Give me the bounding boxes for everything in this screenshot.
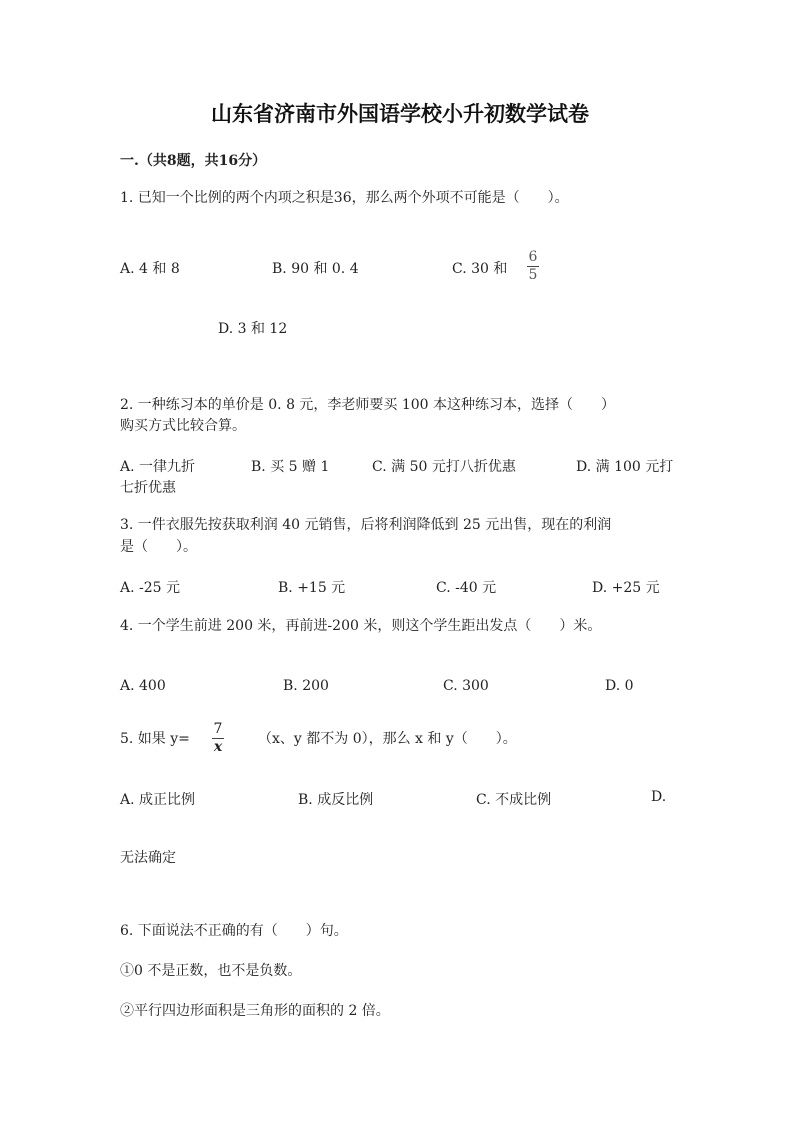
question-2-option-b: B. 买 5 赠 1	[251, 459, 330, 475]
question-6-item-2: ②平行四边形面积是三角形的面积的 2 倍。	[120, 1003, 390, 1019]
section-heading: 一.（共8题，共16分）	[120, 153, 267, 169]
fraction-numerator: 6	[528, 249, 538, 265]
question-3-stem-line2: 是（ ）。	[120, 539, 197, 555]
question-3-option-a: A. -25 元	[120, 580, 181, 596]
question-2-option-d-line1: D. 满 100 元打	[576, 459, 674, 475]
question-3-option-b: B. +15 元	[278, 580, 346, 596]
question-4-option-d: D. 0	[605, 678, 634, 694]
question-1-option-b: B. 90 和 0. 4	[272, 261, 359, 277]
question-6-stem: 6. 下面说法不正确的有（ ）句。	[120, 923, 348, 939]
question-5-fraction	[212, 722, 224, 755]
question-1-option-c: C. 30 和	[452, 261, 508, 277]
question-5-option-b: B. 成反比例	[298, 792, 374, 808]
question-3-option-c: C. -40 元	[436, 580, 497, 596]
question-1-option-d: D. 3 和 12	[218, 321, 288, 337]
question-4-option-b: B. 200	[283, 678, 329, 694]
question-4-option-a: A. 400	[120, 678, 166, 694]
question-2-option-a: A. 一律九折	[120, 459, 196, 475]
question-2-stem-line1: 2. 一种练习本的单价是 0. 8 元，李老师要买 100 本这种练习本，选择（ ）	[120, 397, 616, 413]
question-1-stem: 1. 已知一个比例的两个内项之积是36，那么两个外项不可能是（ ）。	[120, 190, 569, 206]
question-5-stem-post: （x、y 都不为 0），那么 x 和 y（ ）。	[258, 731, 517, 747]
question-4-option-c: C. 300	[443, 678, 489, 694]
question-5-stem-pre: 5. 如果 y=	[120, 731, 190, 747]
fraction-denominator: 5	[528, 267, 538, 283]
question-4-stem: 4. 一个学生前进 200 米，再前进-200 米，则这个学生距出发点（ ）米。	[120, 618, 602, 634]
question-2-option-c: C. 满 50 元打八折优惠	[372, 459, 516, 475]
question-5-option-d: D.	[651, 789, 667, 805]
question-5-option-d-line2: 无法确定	[120, 850, 176, 866]
question-1-option-c-fraction	[527, 250, 539, 283]
fraction-numerator: 7	[213, 721, 223, 737]
question-3-option-d: D. +25 元	[592, 580, 660, 596]
question-1-option-a: A. 4 和 8	[120, 261, 180, 277]
fraction-denominator: x	[213, 739, 223, 755]
page-title: 山东省济南市外国语学校小升初数学试卷	[211, 101, 589, 126]
question-2-option-d-line2: 七折优惠	[120, 480, 176, 496]
question-5-option-a: A. 成正比例	[120, 792, 196, 808]
question-5-option-c: C. 不成比例	[476, 792, 552, 808]
question-6-item-1: ①0 不是正数，也不是负数。	[120, 963, 302, 979]
question-2-stem-line2: 购买方式比较合算。	[120, 418, 246, 434]
question-3-stem-line1: 3. 一件衣服先按获取利润 40 元销售，后将利润降低到 25 元出售，现在的利润	[120, 517, 612, 533]
